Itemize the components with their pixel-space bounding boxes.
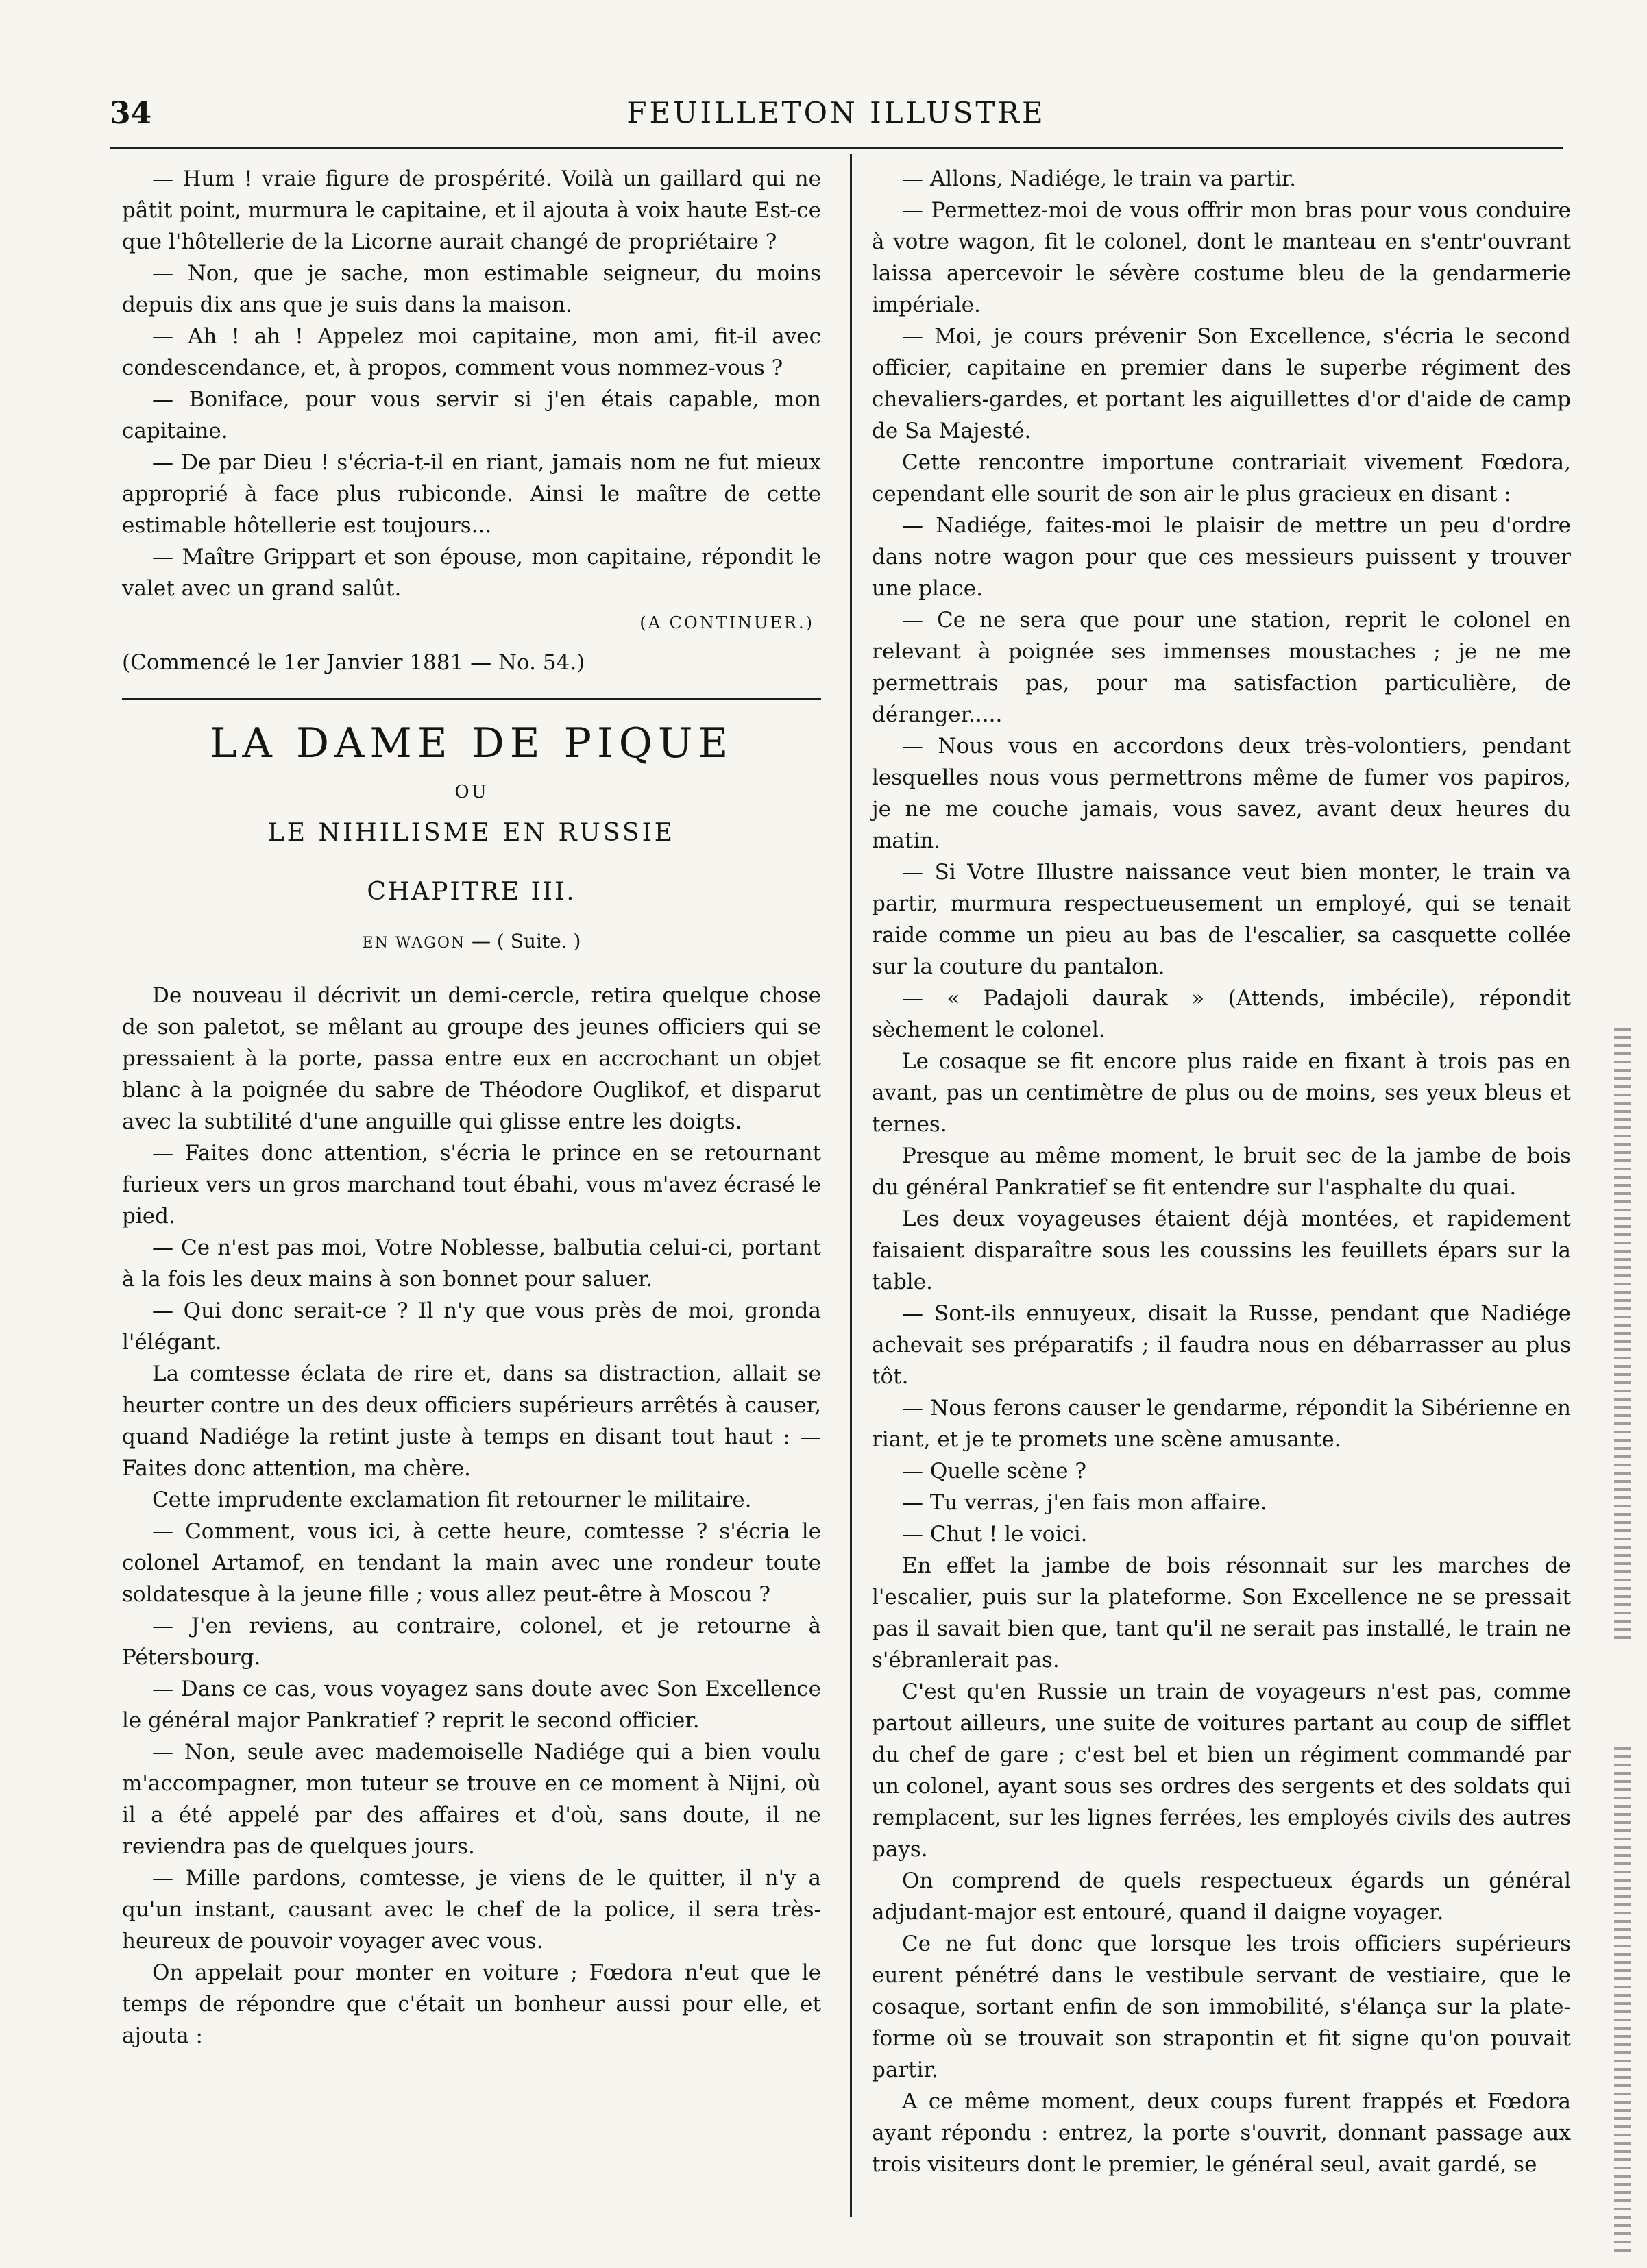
paragraph: — Comment, vous ici, à cette heure, comtesse ? s'écria le colonel Artamof, en tendant la main avec une rondeur toute soldatesque à la jeune fille ; vous allez peut-être à Moscou ? xyxy=(122,1519,821,1607)
section-rule xyxy=(122,698,821,700)
paragraph: — Nous ferons causer le gendarme, répondit la Sibérienne en riant, et je te promets une scène amusante. xyxy=(872,1396,1571,1452)
paragraph: — Faites donc attention, s'écria le prince en se retournant furieux vers un gros marchand tout ébahi, vous m'avez écrasé le pied. xyxy=(122,1141,821,1229)
binding-edge-mark xyxy=(1614,1028,1631,1644)
paragraph: — Si Votre Illustre naissance veut bien monter, le train va partir, murmura respectueusement un employé, qui se tenait raide comme un pieu au bas de l'escalier, sa casquette collée sur la couture du pantalon. xyxy=(872,860,1571,979)
paragraph: En effet la jambe de bois résonnait sur les marches de l'escalier, puis sur la plateforme. Son Excellence ne se pressait pas il savait bien que, tant qu'il ne serait pas installé, le train ne s'ébranlerait pas. xyxy=(872,1553,1571,1673)
paragraph: La comtesse éclata de rire et, dans sa distraction, allait se heurter contre un des deux officiers supérieurs arrêtés à causer, quand Nadiége la retint juste à temps en disant tout haut : — Faites donc attention, ma chère. xyxy=(122,1361,821,1481)
paragraph: — Non, que je sache, mon estimable seigneur, du moins depuis dix ans que je suis dans la maison. xyxy=(122,261,821,317)
story-title: LA DAME DE PIQUE xyxy=(209,719,734,767)
section-suffix: — ( Suite. ) xyxy=(472,930,581,952)
paragraph: C'est qu'en Russie un train de voyageurs n'est pas, comme partout ailleurs, une suite de voitures partant au coup de sifflet du chef de gare ; c'est bel et bien un régiment commandé par un colonel, ayant sous ses ordres des sergents et des soldats qui remplacent, sur les lignes ferrées, les employés civils des autres pays. xyxy=(872,1679,1571,1862)
paragraph: — J'en reviens, au contraire, colonel, et je retourne à Pétersbourg. xyxy=(122,1614,821,1670)
paragraph: — De par Dieu ! s'écria-t-il en riant, jamais nom ne fut mieux approprié à face plus rubiconde. Ainsi le maître de cette estimable hôtellerie est toujours... xyxy=(122,450,821,538)
left-column xyxy=(122,163,821,2051)
paragraph: Cette imprudente exclamation fit retourner le militaire. xyxy=(152,1488,752,1512)
paragraph: A ce même moment, deux coups furent frappés et Fœdora ayant répondu : entrez, la porte s'ouvrit, donnant passage aux trois visiteurs dont le premier, le général seul, avait gardé, se xyxy=(872,2089,1571,2177)
to-continue-note: (A CONTINUER.) xyxy=(639,613,814,632)
paragraph: — Chut ! le voici. xyxy=(902,1522,1088,1546)
paragraph: Cette rencontre importune contrariait vivement Fœdora, cependant elle sourit de son air le plus gracieux en disant : xyxy=(872,450,1571,506)
paragraph: — Quelle scène ? xyxy=(902,1459,1087,1483)
story-ou: OU xyxy=(454,782,489,802)
paragraph: — « Padajoli daurak » (Attends, imbécile), répondit sèchement le colonel. xyxy=(872,986,1571,1042)
section-heading xyxy=(122,926,821,959)
paragraph: — Allons, Nadiége, le train va partir. xyxy=(902,167,1297,191)
paragraph: — Tu verras, j'en fais mon affaire. xyxy=(902,1490,1267,1515)
paragraph: — Dans ce cas, vous voyagez sans doute avec Son Excellence le général major Pankratief ? reprit le second officier. xyxy=(122,1677,821,1733)
section-name: EN WAGON xyxy=(362,935,466,952)
page-header xyxy=(110,96,1563,137)
paragraph: De nouveau il décrivit un demi-cercle, retira quelque chose de son paletot, se mêlant au groupe des jeunes officiers qui se pressaient à la porte, passa entre eux en accrochant un objet blanc à la poignée du sabre de Théodore Ouglikof, et disparut avec la subtilité d'une anguille qui glisse entre les doigts. xyxy=(122,983,821,1134)
paragraph: Le cosaque se fit encore plus raide en fixant à trois pas en avant, pas un centimètre de plus ou de moins, ses yeux bleus et ternes. xyxy=(872,1049,1571,1137)
paragraph: — Mille pardons, comtesse, je viens de le quitter, il n'y a qu'un instant, causant avec le chef de la police, il sera très-heureux de pouvoir voyager avec vous. xyxy=(122,1866,821,1953)
paragraph: — Qui donc serait-ce ? Il n'y que vous près de moi, gronda l'élégant. xyxy=(122,1298,821,1355)
paragraph: Les deux voyageuses étaient déjà montées, et rapidement faisaient disparaître sous les coussins les feuillets épars sur la table. xyxy=(872,1207,1571,1294)
paragraph: — Permettez-moi de vous offrir mon bras pour vous conduire à votre wagon, fit le colonel, dont le manteau en s'entr'ouvrant laissa apercevoir le sévère costume bleu de la gendarmerie impériale. xyxy=(872,198,1571,317)
paragraph: Presque au même moment, le bruit sec de la jambe de bois du général Pankratief se fit entendre sur l'asphalte du quai. xyxy=(872,1144,1571,1200)
chapter-heading: CHAPITRE III. xyxy=(367,878,576,906)
paragraph: Ce ne fut donc que lorsque les trois officiers supérieurs eurent pénétré dans le vestibule servant de vestiaire, que le cosaque, sortant enfin de son immobilité, s'élança sur la plate-forme où se trouvait son strapontin et fit signe qu'on pouvait partir. xyxy=(872,1932,1571,2082)
binding-edge-mark xyxy=(1614,1747,1631,2254)
paragraph: On comprend de quels respectueux égards un général adjudant-major est entouré, quand il daigne voyager. xyxy=(872,1869,1571,1925)
page-number: 34 xyxy=(110,96,152,131)
paragraph: — Hum ! vraie figure de prospérité. Voilà un gaillard qui ne pâtit point, murmura le capitaine, et il ajouta à voix haute Est-ce que l'hôtellerie de la Licorne aurait changé de propriétaire ? xyxy=(122,167,821,254)
paragraph: — Nadiége, faites-moi le plaisir de mettre un peu d'ordre dans notre wagon pour que ces messieurs puissent y trouver une place. xyxy=(872,513,1571,601)
commenced-note: (Commencé le 1er Janvier 1881 — No. 54.) xyxy=(122,650,585,675)
paragraph: On appelait pour monter en voiture ; Fœdora n'eut que le temps de répondre que c'était un bonheur aussi pour elle, et ajouta : xyxy=(122,1960,821,2048)
paragraph: — Ce n'est pas moi, Votre Noblesse, balbutia celui-ci, portant à la fois les deux mains à son bonnet pour saluer. xyxy=(122,1235,821,1292)
right-column xyxy=(872,163,1571,2180)
paragraph: — Non, seule avec mademoiselle Nadiége qui a bien voulu m'accompagner, mon tuteur se trouve en ce moment à Nijni, où il a été appelé par des affaires et d'où, sans doute, il ne reviendra pas de quelques jours. xyxy=(122,1740,821,1859)
paragraph: — Ah ! ah ! Appelez moi capitaine, mon ami, fit-il avec condescendance, et, à propos, comment vous nommez-vous ? xyxy=(122,324,821,380)
paragraph: — Nous vous en accordons deux très-volontiers, pendant lesquelles nous vous permettrons même de fumer vos papiros, je ne me couche jamais, vous savez, avant deux heures du matin. xyxy=(872,734,1571,853)
running-title: FEUILLETON ILLUSTRE xyxy=(626,96,1046,130)
column-divider xyxy=(850,154,852,2217)
paragraph: — Boniface, pour vous servir si j'en étais capable, mon capitaine. xyxy=(122,387,821,443)
paragraph: — Ce ne sera que pour une station, reprit le colonel en relevant à poignée ses immenses moustaches ; je ne me permettrais pas, pour ma satisfaction particulière, de déranger..... xyxy=(872,608,1571,727)
story-subtitle: LE NIHILISME EN RUSSIE xyxy=(267,819,676,847)
header-rule xyxy=(110,147,1563,149)
paragraph: — Maître Grippart et son épouse, mon capitaine, répondit le valet avec un grand salût. xyxy=(122,545,821,601)
paragraph: — Sont-ils ennuyeux, disait la Russe, pendant que Nadiége achevait ses préparatifs ; il faudra nous en débarrasser au plus tôt. xyxy=(872,1301,1571,1389)
paragraph: — Moi, je cours prévenir Son Excellence, s'écria le second officier, capitaine en premier dans le superbe régiment des chevaliers-gardes, et portant les aiguillettes d'or d'aide de camp de Sa Majesté. xyxy=(872,324,1571,443)
